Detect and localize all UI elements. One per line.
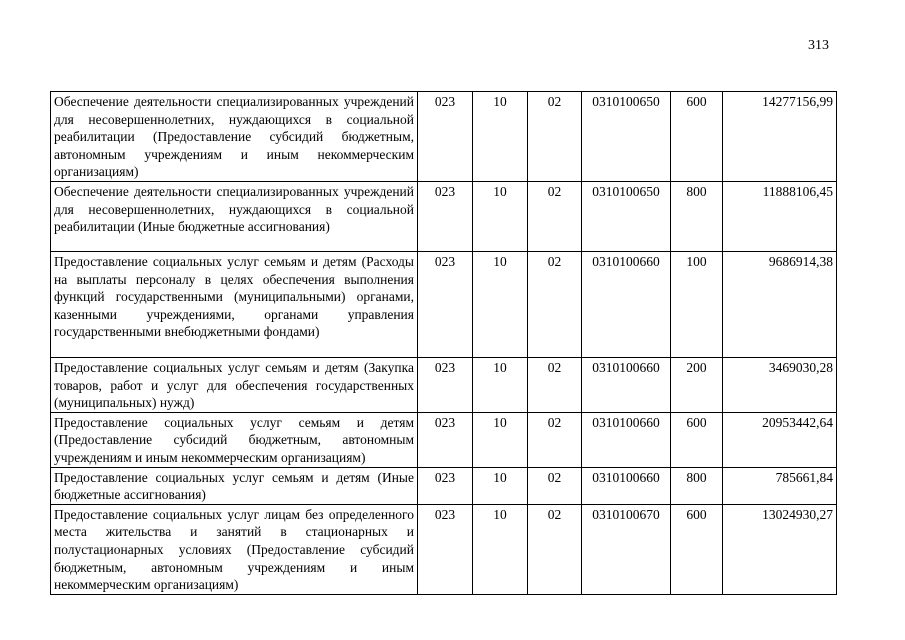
table-row: [51, 412, 837, 467]
row-section-code: 10: [473, 92, 528, 182]
table-row: [51, 467, 837, 504]
row-description: Предоставление социальных услуг семьям и детям (Предоставление субсидий бюджетным, автономным учреждениям и иным некоммерческим организациям): [51, 412, 418, 467]
row-ministry-code: 023: [418, 181, 473, 251]
row-expense-type: 800: [671, 181, 723, 251]
row-target-code: 0310100660: [582, 251, 671, 357]
row-ministry-code: 023: [418, 357, 473, 412]
table-row: [51, 251, 837, 357]
row-ministry-code: 023: [418, 412, 473, 467]
row-amount: 11888106,45: [723, 181, 837, 251]
row-section-code: 10: [473, 467, 528, 504]
row-target-code: 0310100650: [582, 92, 671, 182]
row-section-code: 10: [473, 412, 528, 467]
row-target-code: 0310100650: [582, 181, 671, 251]
table-row: [51, 92, 837, 182]
row-subsection-code: 02: [528, 251, 582, 357]
row-description: Предоставление социальных услуг семьям и детям (Иные бюджетные ассигнования): [51, 467, 418, 504]
row-expense-type: 800: [671, 467, 723, 504]
row-target-code: 0310100670: [582, 504, 671, 594]
row-section-code: 10: [473, 181, 528, 251]
row-expense-type: 100: [671, 251, 723, 357]
row-expense-type: 600: [671, 504, 723, 594]
row-target-code: 0310100660: [582, 412, 671, 467]
row-section-code: 10: [473, 504, 528, 594]
row-section-code: 10: [473, 251, 528, 357]
budget-table: [50, 91, 837, 595]
row-ministry-code: 023: [418, 251, 473, 357]
row-amount: 9686914,38: [723, 251, 837, 357]
row-ministry-code: 023: [418, 504, 473, 594]
row-subsection-code: 02: [528, 181, 582, 251]
row-subsection-code: 02: [528, 357, 582, 412]
row-amount: 3469030,28: [723, 357, 837, 412]
page-number: 313: [808, 38, 829, 53]
row-subsection-code: 02: [528, 467, 582, 504]
row-amount: 20953442,64: [723, 412, 837, 467]
row-description: Предоставление социальных услуг лицам без определенного места жительства и занятий в стационарных и полустационарных условиях (Предоставление субсидий бюджетным, автономным учреждениям и иным некоммерческим организациям): [51, 504, 418, 594]
row-target-code: 0310100660: [582, 357, 671, 412]
row-subsection-code: 02: [528, 504, 582, 594]
row-amount: 14277156,99: [723, 92, 837, 182]
row-subsection-code: 02: [528, 412, 582, 467]
row-amount: 13024930,27: [723, 504, 837, 594]
row-ministry-code: 023: [418, 92, 473, 182]
row-expense-type: 600: [671, 412, 723, 467]
table-row: [51, 357, 837, 412]
row-subsection-code: 02: [528, 92, 582, 182]
row-amount: 785661,84: [723, 467, 837, 504]
table-row: [51, 181, 837, 251]
row-ministry-code: 023: [418, 467, 473, 504]
row-expense-type: 200: [671, 357, 723, 412]
row-expense-type: 600: [671, 92, 723, 182]
row-description: Предоставление социальных услуг семьям и детям (Закупка товаров, работ и услуг для обеспечения государственных (муниципальных) нужд): [51, 357, 418, 412]
row-description: Обеспечение деятельности специализированных учреждений для несовершеннолетних, нуждающихся в социальной реабилитации (Иные бюджетные ассигнования): [51, 181, 418, 251]
row-description: Предоставление социальных услуг семьям и детям (Расходы на выплаты персоналу в целях обеспечения выполнения функций государственными (муниципальными) органами, казенными учреждениями, органами управления государственными внебюджетными фондами): [51, 251, 418, 357]
table-row: [51, 504, 837, 594]
row-target-code: 0310100660: [582, 467, 671, 504]
row-description: Обеспечение деятельности специализированных учреждений для несовершеннолетних, нуждающихся в социальной реабилитации (Предоставление субсидий бюджетным, автономным учреждениям и иным некоммерческим организациям): [51, 92, 418, 182]
row-section-code: 10: [473, 357, 528, 412]
